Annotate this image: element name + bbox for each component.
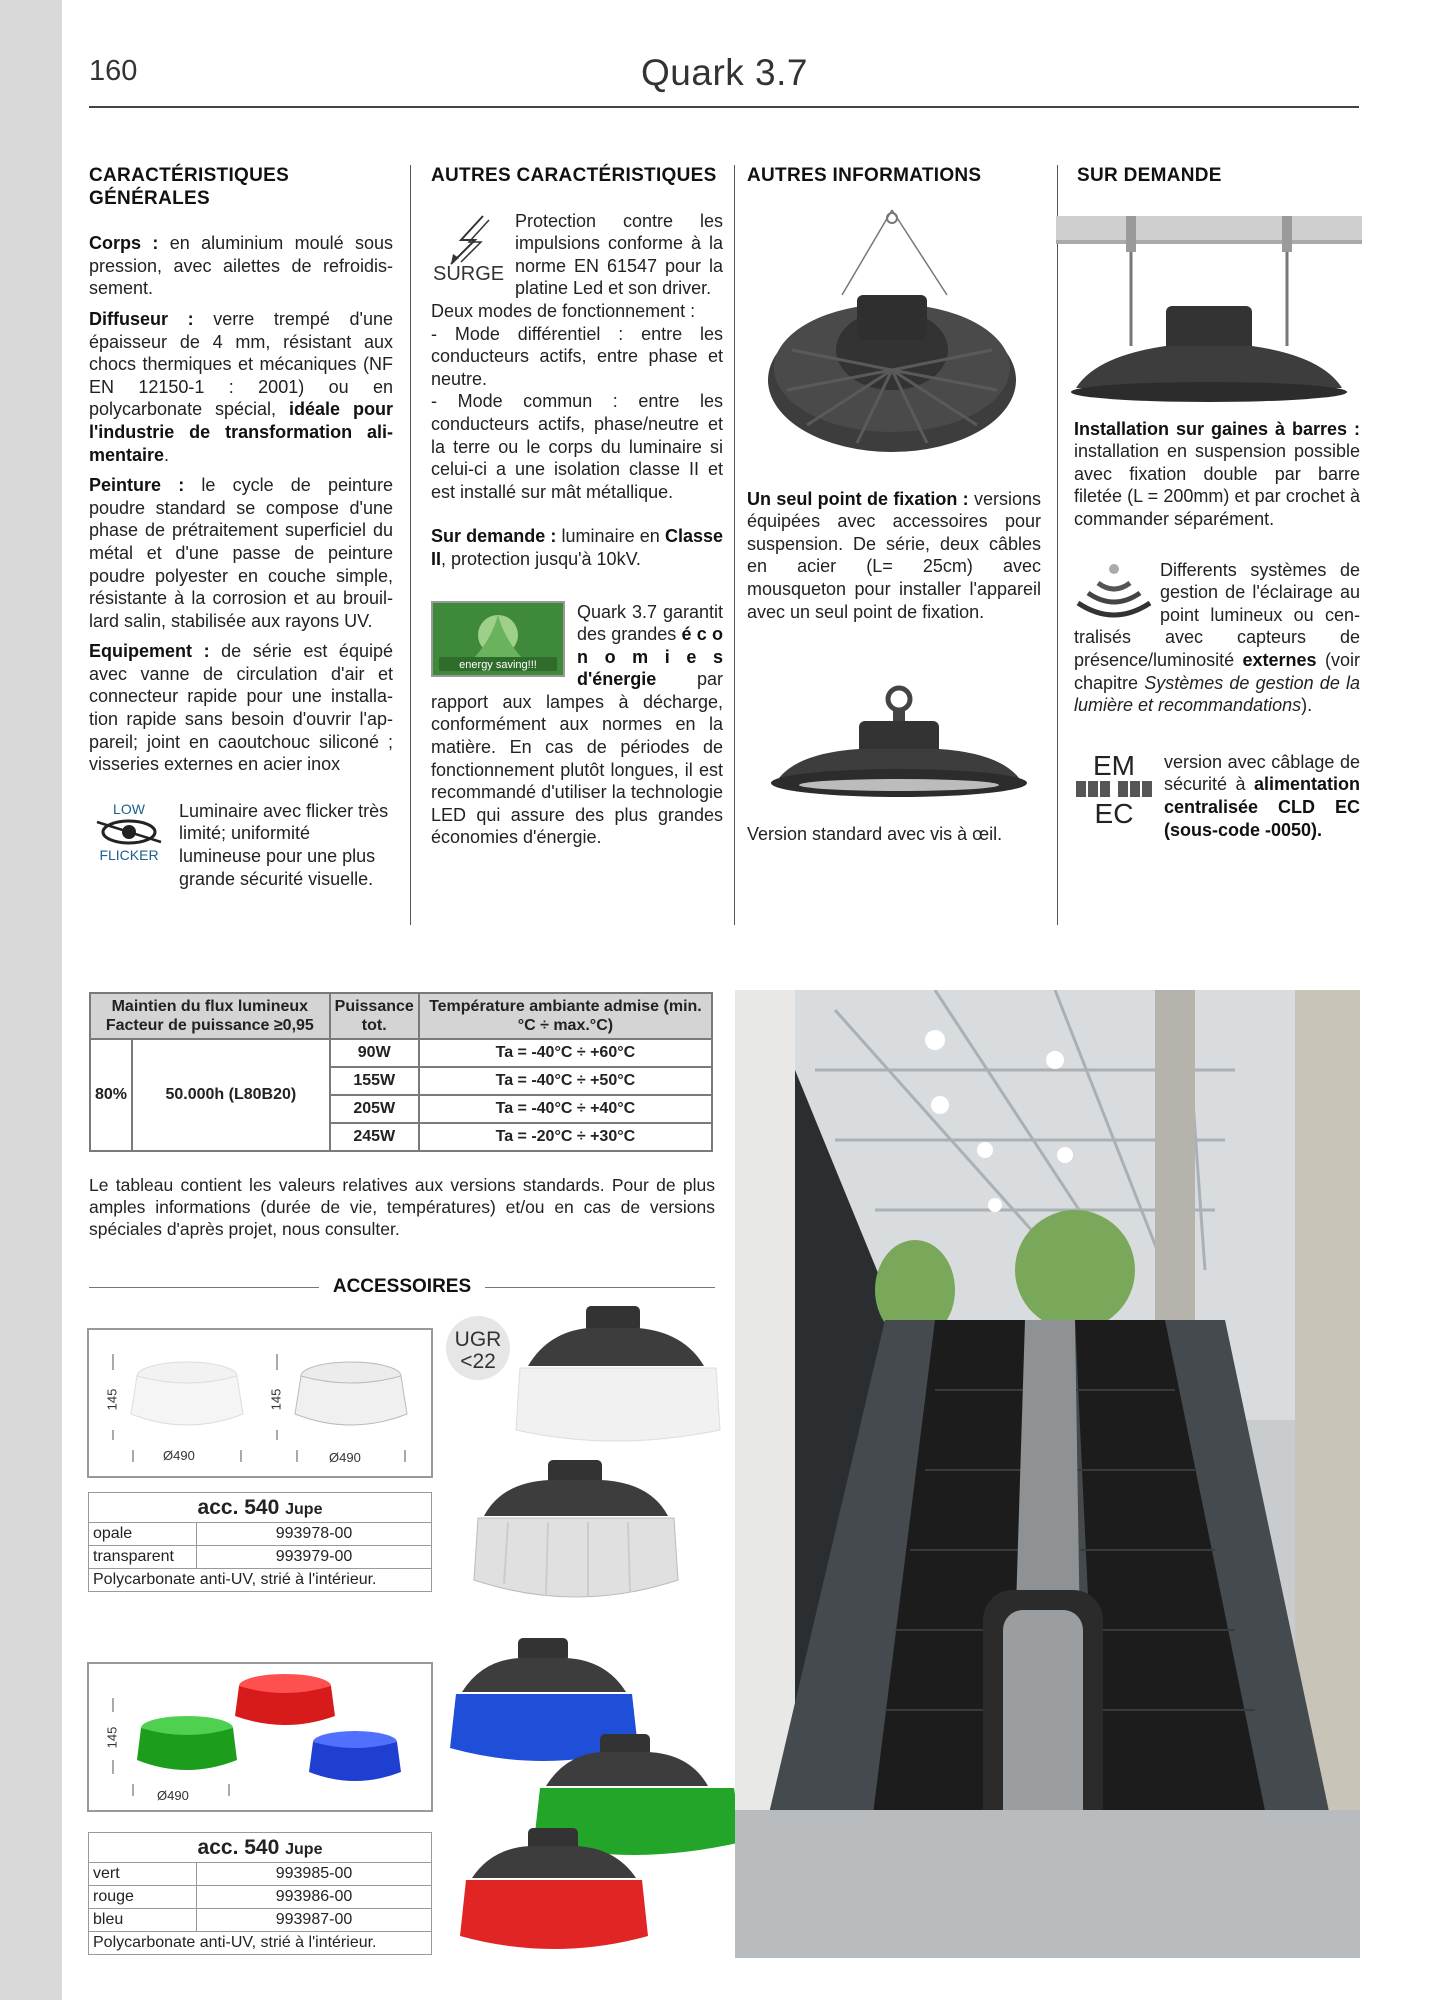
skirt-drawing-colors	[87, 1662, 433, 1812]
sensor-text: Differents systèmes de gestion de l'éclairage au point lumineux ou centralisés avec capteurs de présence/luminosité externes (voir chapitre Systèmes de gestion de la lumière et recommandations).	[1074, 559, 1361, 716]
flux-header: Maintien du flux lumineux Facteur de puissance ≥0,95	[90, 993, 330, 1039]
mode-common: - Mode commun : entre les conducteurs actifs, phase/neutre et la terre ou le corps du luminaire si celui-ci a une isolation classe II et est installé sur mât métallique.	[431, 391, 723, 502]
low-flicker-icon	[89, 800, 169, 866]
svg-text:LOW: LOW	[113, 800, 145, 817]
dim-diameter: Ø490	[163, 1448, 195, 1463]
dim-diameter: Ø490	[329, 1450, 361, 1465]
sensor-waves-icon	[1074, 559, 1154, 625]
standard-lamp-image	[759, 683, 1039, 813]
energy-block	[431, 601, 723, 850]
svg-text:FLICKER: FLICKER	[99, 846, 159, 863]
acc-title: acc. 540 Jupe	[89, 1493, 432, 1523]
flicker-text: Luminaire avec flicker très limité; uniformité lumineuse pour une plus grande sécurité visuelle.	[179, 800, 389, 889]
column-divider	[734, 165, 735, 925]
table-row: opale 993978-00	[89, 1523, 432, 1546]
accessories-title: ACCESSOIRES	[332, 1276, 472, 1297]
acc-540-table-clear	[88, 1492, 432, 1592]
power-cell: 245W	[330, 1123, 419, 1151]
sensor-block	[1074, 559, 1360, 717]
column-other-features	[431, 165, 723, 857]
power-header: Puissance tot.	[330, 993, 419, 1039]
acc-title: acc. 540 Jupe	[89, 1833, 432, 1863]
hours-cell: 50.000h (L80B20)	[132, 1039, 330, 1151]
skirt-drawing-opal-transparent	[87, 1328, 433, 1478]
heading-other-info: AUTRES INFORMATIONS	[747, 165, 982, 186]
energy-text: Quark 3.7 garantit des grandes é c o n o m i e s d'énergie par rapport aux lampes à décharge, conformément aux normes en la matière. En cas de périodes de fonctionnement plutôt longues, il est recommandé d'utiliser la technologie LED qui assure des plus grandes économies d'énergie.	[431, 601, 723, 848]
skirt-lamps-colored-image	[436, 1636, 746, 1966]
dim-height: 145	[104, 1726, 120, 1749]
svg-text:EM: EM	[1093, 750, 1135, 781]
temp-cell: Ta = -40°C ÷ +40°C	[419, 1095, 712, 1123]
suspended-lamp-image	[747, 200, 1037, 470]
colored-rings-drawing	[89, 1664, 431, 1810]
heading-on-demand: SUR DEMANDE	[1077, 165, 1222, 186]
escalator-photo	[735, 990, 1360, 1958]
column-on-demand	[1074, 165, 1360, 841]
para-corps: Corps : en aluminium moulé sous pression, avec ailettes de refroidissement.	[89, 233, 394, 299]
para-diffuseur: Diffuseur : verre trempé d'une épaisseur de 4 mm, résistant aux chocs thermiques et mécaniques (NF EN 12150-1 : 2001) ou en polycarbonate spécial, idéale pour l'industrie de transformation alimentaire.	[89, 308, 394, 465]
para-fixation: Un seul point de fixation : versions équipées avec accessoires pour suspension. De série, deux câbles en acier (L= 25cm) avec mousqueton pour installer l'appareil avec un seul point de fixation.	[747, 488, 1041, 622]
page-title: Quark 3.7	[641, 52, 808, 93]
page-number: 160	[89, 55, 138, 87]
temp-cell: Ta = -40°C ÷ +60°C	[419, 1039, 712, 1067]
flicker-block	[89, 800, 393, 890]
table-row: transparent 993979-00	[89, 1546, 432, 1569]
dim-height: 145	[104, 1388, 120, 1411]
temp-cell: Ta = -20°C ÷ +30°C	[419, 1123, 712, 1151]
mode-differential: - Mode différentiel : entre les conducteurs actifs, entre phase et neutre.	[431, 323, 723, 389]
surge-block	[431, 210, 723, 300]
temp-cell: Ta = -40°C ÷ +50°C	[419, 1067, 712, 1095]
divider-line	[485, 1287, 715, 1288]
para-class-ii: Sur demande : luminaire en Classe II, protection jusqu'à 10kV.	[431, 526, 723, 569]
em-text: version avec câblage de sécurité à alimentation centralisée CLD EC (sous-code -0050).	[1164, 751, 1360, 840]
heading-other-features: AUTRES CARACTÉRISTIQUES	[431, 165, 717, 186]
percent-cell: 80%	[90, 1039, 132, 1151]
ugr-badge-value: <22	[460, 1350, 496, 1373]
busbar-lamp-image	[1056, 206, 1362, 406]
acc-footer: Polycarbonate anti-UV, strié à l'intérieur.	[89, 1569, 432, 1592]
energy-saving-icon	[431, 601, 565, 677]
table-row	[90, 1039, 712, 1067]
power-cell: 90W	[330, 1039, 419, 1067]
accessories-heading	[89, 1276, 715, 1298]
page-margin-band	[0, 0, 62, 2000]
dim-height: 145	[268, 1388, 284, 1411]
svg-text:EC: EC	[1094, 797, 1134, 827]
skirt-lamps-clear-image	[438, 1302, 728, 1632]
column-other-info	[747, 165, 1041, 854]
heading-general: CARACTÉRISTIQUES GÉNÉRALES	[89, 165, 290, 209]
table-note: Le tableau contient les valeurs relatives aux versions standards. Pour de plus amples informations (durée de vie, températures) et/ou en cas de versions spéciales d'après projet, nous consulter.	[89, 1175, 715, 1239]
table-row: rouge 993986-00	[89, 1886, 432, 1909]
para-peinture: Peinture : le cycle de peinture poudre standard se compose d'une phase de prétraitement superficiel du métal et d'une passe de peinture poudre polyester en couche simple, résistante à la corrosion et au brouillard salin, stabilisée aux rayons UV.	[89, 475, 394, 631]
acc-footer: Polycarbonate anti-UV, strié à l'intérieur.	[89, 1932, 432, 1955]
table-row: bleu 993987-00	[89, 1909, 432, 1932]
skirt-rings-drawing	[89, 1330, 431, 1476]
em-block	[1074, 751, 1360, 841]
table-row: vert 993985-00	[89, 1863, 432, 1886]
temp-header: Température ambiante admise (min.°C ÷ max.°C)	[419, 993, 712, 1039]
column-divider	[410, 165, 411, 925]
power-cell: 155W	[330, 1067, 419, 1095]
column-general	[89, 165, 393, 890]
svg-text:SURGE: SURGE	[433, 262, 505, 282]
svg-text:energy saving!!!: energy saving!!!	[459, 658, 537, 671]
ugr-badge-text: UGR	[454, 1328, 502, 1351]
divider-line	[89, 1287, 319, 1288]
power-cell: 205W	[330, 1095, 419, 1123]
title-divider	[89, 106, 1359, 108]
standard-caption: Version standard avec vis à œil.	[747, 824, 1003, 845]
flux-table	[89, 992, 713, 1152]
para-equipement: Equipement : de série est équipé avec vanne de circulation d'air et connecteur rapide pour une installation rapide sans besoin d'ouvrir l'appareil; joint en caoutchouc siliconé ; visseries externes en acier inox	[89, 641, 393, 775]
em-ec-icon	[1074, 751, 1154, 827]
para-busbar: Installation sur gaines à barres : installation en suspension possible avec fixation double par barre filetée (L = 200mm) et par crochet à commander séparément.	[1074, 418, 1360, 529]
acc-540-table-colors	[88, 1832, 432, 1955]
dim-diameter: Ø490	[157, 1788, 189, 1803]
surge-icon	[431, 210, 507, 282]
modes-text: Deux modes de fonctionnement :	[431, 300, 696, 321]
surge-text: Protection contre les impulsions conforme à la norme EN 61547 pour la platine Led et son driver.	[515, 210, 723, 299]
